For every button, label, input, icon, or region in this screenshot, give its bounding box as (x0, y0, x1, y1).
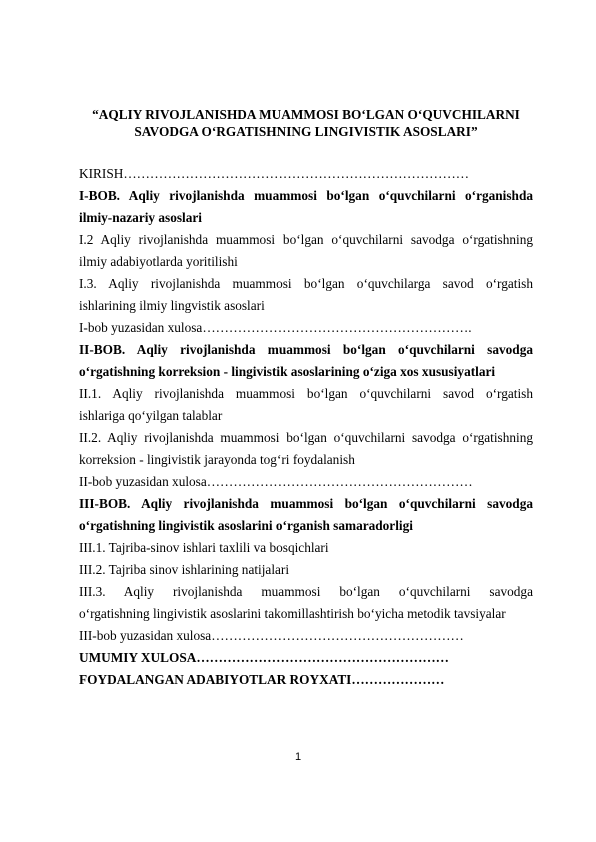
toc-s22-line2: korreksion - lingivistik jarayonda togʻri foydalanish (79, 452, 355, 467)
toc-s31: III.1. Tajriba-sinov ishlari taxlili va bosqichlari (79, 540, 329, 555)
toc-kirish: KIRISH…………………………………………………………………… (79, 166, 470, 181)
toc-adabiyotlar: FOYDALANGAN ADABIYOTLAR ROYXATI………………… (79, 672, 445, 687)
table-of-contents (79, 163, 533, 691)
page-number: 1 (294, 751, 302, 763)
toc-s21-line2: ishlariga qoʻyilgan talablar (79, 408, 223, 423)
toc-s33-line2: oʻrgatishning lingivistik asoslarini takomillashtirish boʻyicha metodik tavsiyalar (79, 606, 506, 621)
toc-bob2-line1: II-BOB. Aqliy rivojlanishda muammosi boʻlgan oʻquvchilarni savodga (79, 342, 533, 357)
title-line-2: SAVODGA OʻRGATISHNING LINGIVISTIK ASOSLARI” (134, 124, 478, 139)
toc-bob2-line2: oʻrgatishning korreksion - lingivistik asoslarining oʻziga xos xususiyatlari (79, 364, 496, 379)
toc-s22-line1: II.2. Aqliy rivojlanishda muammosi boʻlgan oʻquvchilarni savodga oʻrgatishning (79, 430, 533, 445)
title-line-1: “AQLIY RIVOJLANISHDA MUAMMOSI BOʻLGAN OʻQUVCHILARNI (92, 107, 520, 122)
toc-bob3-line2: oʻrgatishning lingivistik asoslarini oʻrganish samaradorligi (79, 518, 413, 533)
toc-umumiy-xulosa: UMUMIY XULOSA………………………………………………… (79, 650, 449, 665)
toc-s12-line2: ilmiy adabiyotlarda yoritilishi (79, 254, 238, 269)
toc-bob1-line2: ilmiy-nazariy asoslari (79, 210, 202, 225)
toc-xulosa2: II-bob yuzasidan xulosa…………………………………………………… (79, 474, 473, 489)
toc-s12-line1: I.2 Aqliy rivojlanishda muammosi boʻlgan oʻquvchilarni savodga oʻrgatishning (79, 232, 533, 247)
toc-bob3-line1: III-BOB. Aqliy rivojlanishda muammosi boʻlgan oʻquvchilarni savodga (79, 496, 533, 511)
toc-s32: III.2. Tajriba sinov ishlarining natijalari (79, 562, 290, 577)
toc-xulosa3: III-bob yuzasidan xulosa………………………………………………… (79, 628, 464, 643)
toc-s33-line1: III.3. Aqliy rivojlanishda muammosi boʻlgan oʻquvchilarni savodga (79, 584, 533, 599)
toc-s21-line1: II.1. Aqliy rivojlanishda muammosi boʻlgan oʻquvchilarni savod oʻrgatish (79, 386, 533, 401)
toc-s13-line2: ishlarining ilmiy lingvistik asoslari (79, 298, 265, 313)
toc-bob1-line1: I-BOB. Aqliy rivojlanishda muammosi boʻlgan oʻquvchilarni oʻrganishda (79, 188, 533, 203)
toc-s13-line1: I.3. Aqliy rivojlanishda muammosi boʻlgan oʻquvchilarga savod oʻrgatish (79, 276, 533, 291)
toc-xulosa1: I-bob yuzasidan xulosa……………………………………………………. (79, 320, 472, 335)
document-title (80, 106, 532, 140)
